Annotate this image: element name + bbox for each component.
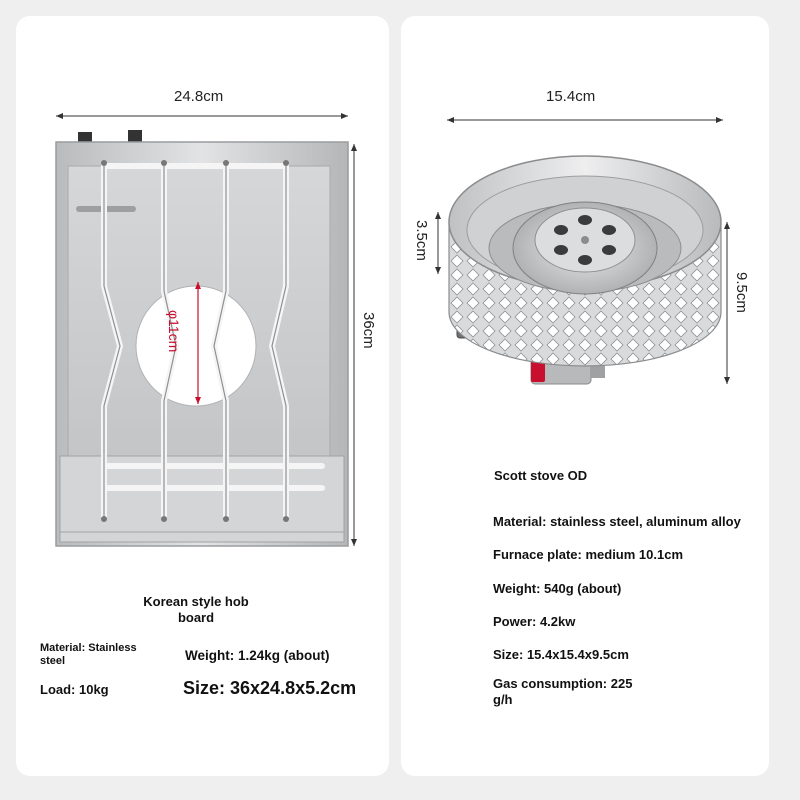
size-spec: Size: 15.4x15.4x9.5cm <box>493 647 629 662</box>
weight-spec: Weight: 540g (about) <box>493 581 622 596</box>
load-spec: Load: 10kg <box>40 682 109 697</box>
power-spec: Power: 4.2kw <box>493 614 576 629</box>
inner-depth-dimension-arrow <box>435 212 441 274</box>
height-dimension-arrow <box>724 222 730 384</box>
product-title: Scott stove OD <box>494 468 588 483</box>
height-dimension-label: 9.5cm <box>733 272 750 313</box>
product-title: Korean style hob board <box>143 594 249 625</box>
hob-board-card <box>16 16 389 776</box>
stove-card <box>401 16 769 776</box>
material-spec: Material: Stainless steel <box>40 642 137 667</box>
furnace-plate-spec: Furnace plate: medium 10.1cm <box>493 547 684 562</box>
hole-dimension-label: φ11cm <box>166 310 182 353</box>
width-dimension-arrow <box>56 113 348 119</box>
height-dimension-label: 36cm <box>360 312 377 349</box>
diameter-dimension-arrow <box>447 117 723 123</box>
size-spec: Size: 36x24.8x5.2cm <box>183 678 357 698</box>
weight-spec: Weight: 1.24kg (about) <box>185 648 330 663</box>
diameter-dimension-label: 15.4cm <box>546 88 596 105</box>
height-dimension-arrow <box>351 144 357 546</box>
material-spec: Material: stainless steel, aluminum alloy <box>493 514 741 529</box>
gas-consumption-spec: Gas consumption: 225 g/h <box>493 676 633 707</box>
inner-depth-dimension-label: 3.5cm <box>413 220 430 261</box>
stove-illustration <box>401 16 769 776</box>
width-dimension-label: 24.8cm <box>174 88 224 105</box>
burner-hole <box>136 286 256 406</box>
